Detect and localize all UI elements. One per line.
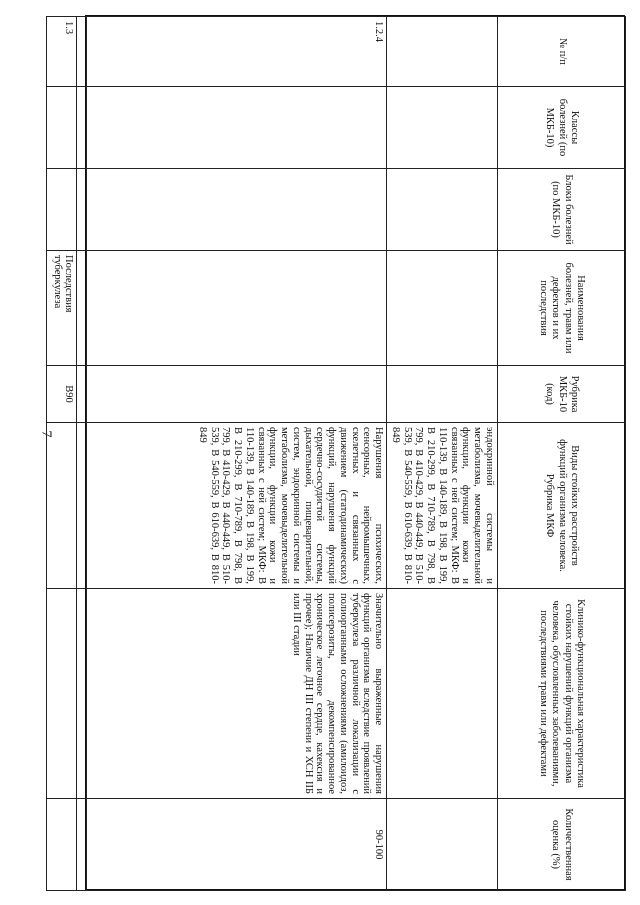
cell-num-1-2-4: 1.2.4	[87, 17, 387, 87]
cell-score-1-2-4: 90-100	[87, 799, 387, 891]
table-row-1-2-4	[87, 17, 387, 891]
cell-code-1-3: B90	[47, 366, 77, 423]
header-characteristics: Клинико-функциональная характеристика стойких нарушений функций организма человека, обусловленных заболеваниями, последствиями травм или дефектами	[498, 589, 626, 799]
header-blocks: Блоки болезней (по МКБ-10)	[498, 169, 626, 251]
page-number: 7	[38, 430, 54, 438]
table-row-continuation	[387, 17, 498, 891]
cell-num-1-3: 1.3	[47, 17, 77, 87]
header-classes: Классы болезней (по МКБ-10)	[498, 87, 626, 169]
table-header-row	[498, 17, 626, 891]
disability-criteria-table	[46, 16, 626, 891]
rotated-table-wrapper	[52, 16, 626, 891]
cell-characteristics-1-2-4: Значительно выраженные нарушения функций организма вследствие проявлений туберкулеза различной локализации с полиорганными осложнениями (амилоидоз, полисерозиты, декомпенсированное хроническое легочное сердце, кахексия и прочее); Наличие ДН III степени и ХСН IIБ или III стадии	[87, 589, 387, 799]
header-code: Рубрика МКБ-10 (код)	[498, 366, 626, 423]
cell-kinds-1-2-4: Нарушения психических, сенсорных, нейромышечных, скелетных и связанных с движением (статодинамических) функций, нарушения функций сердечно-сосудистой системы, дыхательной, пищеварительной, систем, эндокринной системы и метаболизма, мочевыделительной функции, функции кожи и связанных с ней систем; МКФ: В 110-139, В 140-189, В 198, В 199, В 210-299, В 710-789, В 798, В 799, В 410-429, В 440-449, В 510-539, В 540-559, В 610-639, В 810-849	[87, 423, 387, 589]
cell-kinds-continuation: эндокринной системы и метаболизма, мочевыделительной функции, функции кожи и связанных с ней систем; МКФ: В 110-139, В 140-189, В 198, В 199, В 210-299, В 710-789, В 798, В 799, В 410-429, В 440-449, В 510-539, В 540-559, В 610-639, В 810-849	[387, 423, 498, 589]
header-kinds: Виды стойких расстройств функций организма человека. Рубрика МКФ	[498, 423, 626, 589]
table-row-1-3	[47, 17, 77, 891]
cell-name-1-3: Последствия туберкулеза	[47, 251, 77, 366]
header-num: № п/п	[498, 17, 626, 87]
header-score: Количественная оценка (%)	[498, 799, 626, 891]
table-row-spacer	[77, 17, 87, 891]
header-names: Наименования болезней, травм или дефектов и их последствия	[498, 251, 626, 366]
document-sheet	[52, 15, 625, 890]
